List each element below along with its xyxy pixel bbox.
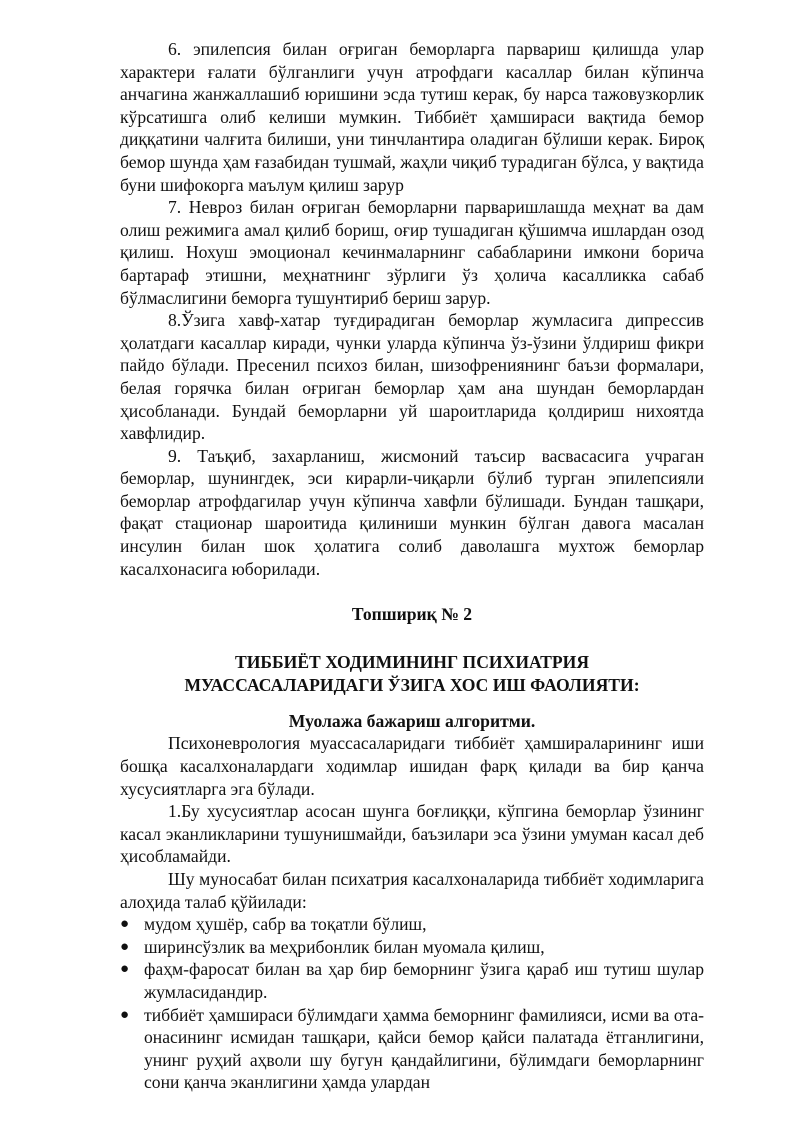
task-title: Топшириқ № 2 (351, 604, 473, 625)
paragraph-item-8: 8.Ўзига хавф-хатар туғдирадиган беморлар жумласига дипрессив ҳолатдаги касаллар киради, чунки уларда кўпинча ўз-ўзини ўлдириш фикри пайдо бўлади. Пресенил психоз билан, шизофрениянинг баъзи формалари, белая горячка билан оғриган беморлар ҳам ана шундан беморлардан ҳисобланади. Бундай беморларни уй шароитларида қолдириш нихоятда хавфлидир. (120, 310, 704, 444)
paragraph-item-9: 9. Таъқиб, захарланиш, жисмоний таъсир васвасасига учраган беморлар, шунингдек, эси кирарли-чиқарли бўлиб турган эпилепсияли беморлар атрофдагилар учун кўпинча хавфли бўлишади. Бундан ташқари, фақат стационар шароитида қилиниши мункин бўлган давога масалан инсулин билан шок ҳолатига солиб даволашга мухтож беморлар касалхонасига юборилади. (120, 445, 704, 579)
bullet-icon: ● (120, 916, 130, 933)
intro-paragraph: Психоневрология муассасаларидаги тиббиёт ҳамшираларининг иши бошқа касалхоналардаги ходимлар ишидан фарқ қилади ва бир қанча хусусиятларга эга бўлади. (120, 733, 704, 799)
features-paragraph: 1.Бу хусусиятлар асосан шунга боғлиққи, кўпгина беморлар ўзининг касал эканликларини тушунишмайди, баъзилари эса ўзини умуман касал деб ҳисобламайди. (120, 801, 704, 867)
list-item (120, 958, 704, 1003)
paragraph-item-7: 7. Невроз билан оғриган беморларни парваришлашда меҳнат ва дам олиш режимига амал қилиб бориш, оғир тушадиган қўшимча ишлардан озод қилиш. Нохуш эмоционал кечинмаларнинг сабабларини имкони борича бартараф этишни, меҳнатнинг зўрлиги ўз ҳолича касалликка сабаб бўлмаслигини беморга тушунтириб бериш зарур. (120, 197, 704, 308)
bullet-icon: ● (120, 1006, 130, 1023)
paragraph-item-6: 6. эпилепсия билан оғриган беморларга парвариш қилишда улар характери ғалати бўлганлиги учун атрофдаги касаллар билан кўпинча анчагина жанжаллашиб юришини эсда тутиш керак, бу нарса тажовузкорлик кўрсатишга олиб келиши мумкин. Тиббиёт ҳамшираси вақтида бемор диққатини чалғита билиши, уни тинчлантира оладиган бўлиши керак. Бироқ бемор шунда ҳам ғазабидан тушмай, жаҳли чиқиб турадиган бўлса, у вақтида буни шифокорга маълум қилиш зарур (120, 39, 704, 195)
list-item-text: мудом ҳушёр, сабр ва тоқатли бўлиш, (144, 914, 427, 935)
algorithm-subtitle: Муолажа бажариш алгоритми. (288, 710, 536, 731)
requirements-paragraph: Шу муносабат билан психатрия касалхоналарида тиббиёт ходимларига алоҳида талаб қўйилади: (120, 869, 704, 912)
bullet-icon: ● (120, 961, 130, 978)
list-item (120, 1004, 704, 1094)
section-title-line-1: ТИББИЁТ ХОДИМИНИНГ ПСИХИАТРИЯ (234, 651, 590, 672)
list-item-text: тиббиёт ҳамшираси бўлимдаги ҳамма беморнинг фамилияси, исми ва ота-онасининг исмидан ташқари, қайси бемор қайси палатада ётганлигини, унинг руҳий аҳволи шу бугун қандайлигини, бўлимдаги беморларнинг сони қанча эканлигини ҳамда улардан (144, 1004, 704, 1093)
list-item (120, 913, 704, 936)
list-item-text: ширинсўзлик ва меҳрибонлик билан муомала қилиш, (144, 936, 545, 957)
requirements-list (120, 913, 704, 1094)
list-item-text: фаҳм-фаросат билан ва ҳар бир беморнинг ўзига қараб иш тутиш шулар жумласидандир. (144, 959, 704, 1002)
section-title-line-2: МУАССАСАЛАРИДАГИ ЎЗИГА ХОС ИШ ФАОЛИЯТИ: (184, 674, 640, 695)
bullet-icon: ● (120, 938, 130, 955)
list-item (120, 936, 704, 959)
